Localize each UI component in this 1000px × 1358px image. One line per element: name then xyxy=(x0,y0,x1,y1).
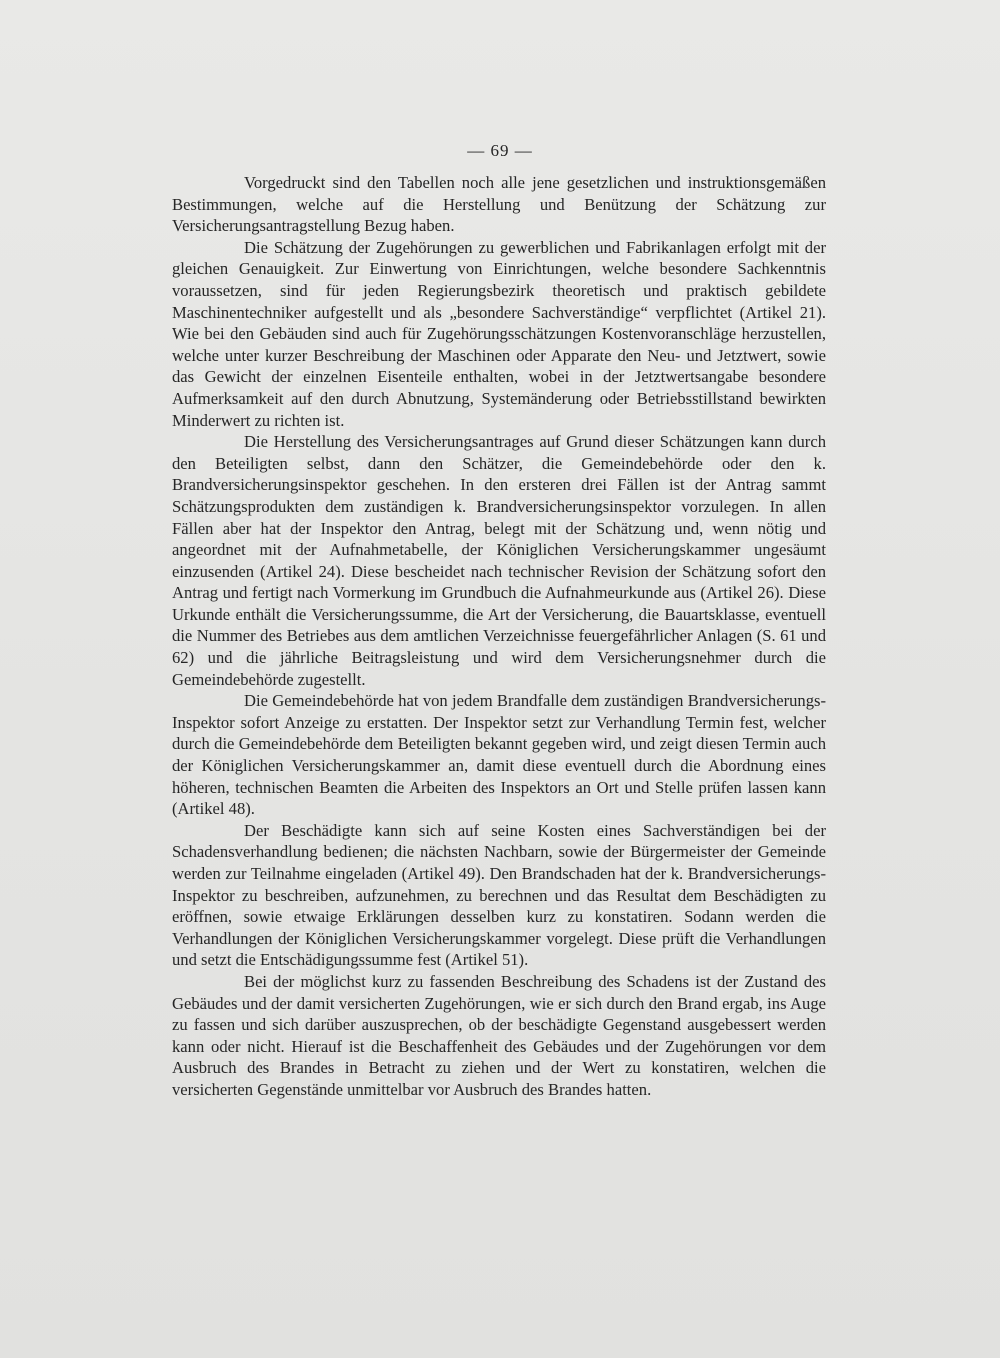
paragraph: Die Schätzung der Zugehörungen zu gewerblichen und Fabrikanlagen erfolgt mit der gleichen Genauigkeit. Zur Einwertung von Einrichtungen, welche besondere Sachkenntnis voraussetzen, sind für jeden Regierungsbezirk theoretisch und praktisch gebildete Maschinentechniker aufgestellt und als „besondere Sachverständige“ verpflichtet (Artikel 21). Wie bei den Gebäuden sind auch für Zugehörungsschätzungen Kostenvoranschläge herzustellen, welche unter kurzer Beschreibung der Maschinen oder Apparate den Neu- und Jetztwert, sowie das Gewicht der einzelnen Eisenteile enthalten, wobei in der Jetztwertsangabe besondere Aufmerksamkeit auf den durch Abnutzung, Systemänderung oder Betriebsstillstand bewirkten Minderwert zu richten ist. xyxy=(172,237,826,430)
paragraph: Die Herstellung des Versicherungsantrages auf Grund dieser Schätzungen kann durch den Beteiligten selbst, dann den Schätzer, die Gemeindebehörde oder den k. Brandversicherungsinspektor geschehen. In den ersteren drei Fällen ist der Antrag sammt Schätzungsprodukten dem zuständigen k. Brandversicherungsinspektor vorzulegen. In allen Fällen aber hat der Inspektor den Antrag, belegt mit der Schätzung und, wenn nötig und angeordnet mit der Aufnahmetabelle, der Königlichen Versicherungskammer ungesäumt einzusenden (Artikel 24). Diese bescheidet nach technischer Revision der Schätzung sofort den Antrag und fertigt nach Vormerkung im Grundbuch die Aufnahmeurkunde aus (Artikel 26). Diese Urkunde enthält die Versicherungssumme, die Art der Versicherung, die Bauartsklasse, eventuell die Nummer des Betriebes aus dem amtlichen Verzeichnisse feuergefährlicher Anlagen (S. 61 und 62) und die jährliche Beitragsleistung und wird dem Versicherungsnehmer durch die Gemeindebehörde zugestellt. xyxy=(172,432,826,689)
page-number: — 69 — xyxy=(467,141,533,160)
paragraph: Vorgedruckt sind den Tabellen noch alle jene gesetzlichen und instruktionsgemäßen Bestimmungen, welche auf die Herstellung und Benützung der Schätzung zur Versicherungsantragstellung Bezug haben. xyxy=(172,173,826,236)
body-text xyxy=(172,172,826,1101)
paragraph: Der Beschädigte kann sich auf seine Kosten eines Sachverständigen bei der Schadensverhandlung bedienen; die nächsten Nachbarn, sowie der Bürgermeister der Gemeinde werden zur Teilnahme eingeladen (Artikel 49). Den Brandschaden hat der k. Brandversicherungs-Inspektor zu beschreiben, aufzunehmen, zu berechnen und das Resultat dem Beschädigten zu eröffnen, sowie etwaige Erklärungen desselben kurz zu konstatiren. Sodann werden die Verhandlungen der Königlichen Versicherungskammer vorgelegt. Diese prüft die Verhandlungen und setzt die Entschädigungssumme fest (Artikel 51). xyxy=(172,820,826,970)
paragraph: Bei der möglichst kurz zu fassenden Beschreibung des Schadens ist der Zustand des Gebäudes und der damit versicherten Zugehörungen, wie er sich durch den Brand ergab, ins Auge zu fassen und sich darüber auszusprechen, ob der beschädigte Gegenstand ausgebessert werden kann oder nicht. Hierauf ist die Beschaffenheit des Gebäudes und der Zugehörungen vor dem Ausbruch des Brandes in Betracht zu ziehen und der Wert zu konstatiren, welchen die versicherten Gegenstände unmittelbar vor Ausbruch des Brandes hatten. xyxy=(172,971,826,1099)
paragraph: Die Gemeindebehörde hat von jedem Brandfalle dem zuständigen Brandversicherungs-Inspektor sofort Anzeige zu erstatten. Der Inspektor setzt zur Verhandlung Termin fest, welcher durch die Gemeindebehörde dem Beteiligten bekannt gegeben wird, und zeigt diesen Termin auch der Königlichen Versicherungskammer an, damit diese eventuell durch die Abordnung eines höheren, technischen Beamten die Arbeiten des Inspektors an Ort und Stelle prüfen lassen kann (Artikel 48). xyxy=(172,691,826,819)
